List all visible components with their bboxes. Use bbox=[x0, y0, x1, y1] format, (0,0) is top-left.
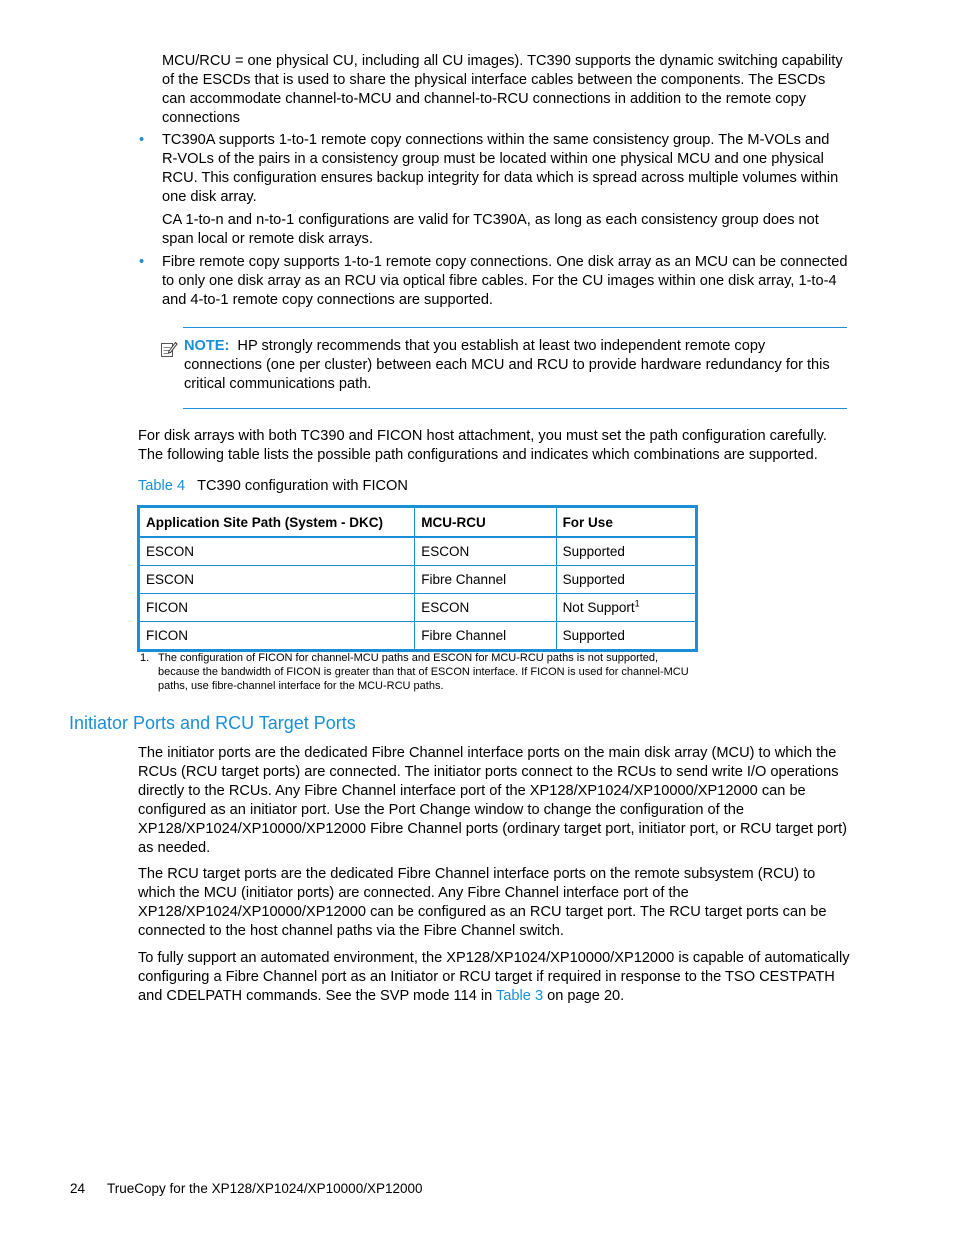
table-row bbox=[139, 566, 697, 594]
note-bottom-rule bbox=[183, 408, 847, 409]
footnote-text: The configuration of FICON for channel-MCU paths and ESCON for MCU-RCU paths is not supported, because the bandwidth of FICON is greater than that of ESCON interface. If FICON is used for channel-MCU paths, use fibre-channel interface for the MCU-RCU paths. bbox=[158, 652, 689, 692]
table-caption-title: TC390 configuration with FICON bbox=[197, 478, 408, 494]
paragraph-rcu-target: The RCU target ports are the dedicated Fibre Channel interface ports on the remote subsystem (RCU) to which the MCU (initiator ports) are connected. Any Fibre Channel interface port of the XP128/XP1024/XP10000/XP12000 can be configured as an RCU target port. The RCU target ports can be connected to the host channel paths via the Fibre Channel switch. bbox=[138, 866, 827, 939]
table-row bbox=[139, 537, 697, 566]
table-row bbox=[139, 622, 697, 651]
table-row bbox=[139, 594, 697, 622]
table-header-row bbox=[139, 507, 697, 538]
cell-mcu-rcu: Fibre Channel bbox=[415, 622, 556, 651]
cell-use-text: Not Support bbox=[562, 600, 635, 615]
note-label: NOTE: bbox=[184, 338, 230, 354]
page-number: 24 bbox=[70, 1181, 86, 1196]
table-footnote bbox=[140, 651, 690, 693]
header-for-use: For Use bbox=[556, 507, 696, 538]
cell-mcu-rcu: ESCON bbox=[415, 537, 556, 566]
footer-title: TrueCopy for the XP128/XP1024/XP10000/XP12000 bbox=[107, 1181, 423, 1196]
footnote-ref: 1 bbox=[634, 598, 640, 609]
header-path: Application Site Path (System - DKC) bbox=[139, 507, 415, 538]
note-pencil-icon bbox=[160, 340, 178, 358]
bullet-tc390a: TC390A supports 1-to-1 remote copy connections within the same consistency group. The M-VOLs and R-VOLs of the pairs in a consistency group must be located within one physical MCU and one physical RCU. This configuration ensures backup integrity for data which is spread across multiple volumes within one disk array. bbox=[162, 132, 839, 205]
bullet-fibre: Fibre remote copy supports 1-to-1 remote copy connections. One disk array as an MCU can be connected to only one disk array as an RCU via optical fibre cables. For the CU images within one disk array, 1-to-4 and 4-to-1 remote copy connections are supported. bbox=[162, 254, 848, 308]
cell-path: ESCON bbox=[139, 566, 415, 594]
paragraph-disk-arrays: For disk arrays with both TC390 and FICON host attachment, you must set the path configuration carefully. The following table lists the possible path configurations and indicates which combinations are supported. bbox=[138, 428, 827, 463]
paragraph-mcu-rcu: MCU/RCU = one physical CU, including all CU images). TC390 supports the dynamic switching capability of the ESCDs that is used to share the physical interface cables between the components. The ESCDs can accommodate channel-to-MCU and channel-to-RCU connections in addition to the remote copy connections bbox=[162, 53, 843, 126]
paragraph-automated bbox=[138, 949, 850, 1006]
cell-path: FICON bbox=[139, 594, 415, 622]
note-text: HP strongly recommends that you establish at least two independent remote copy connections (one per cluster) between each MCU and RCU to provide hardware redundancy for this critical communications path. bbox=[184, 338, 830, 392]
automated-text-end: on page 20. bbox=[543, 987, 625, 1004]
cell-path: ESCON bbox=[139, 537, 415, 566]
cell-use: Supported bbox=[556, 622, 696, 651]
page-footer bbox=[70, 1180, 423, 1198]
header-mcu-rcu: MCU-RCU bbox=[415, 507, 556, 538]
table-caption-label: Table 4 bbox=[138, 478, 186, 494]
note-body bbox=[184, 337, 844, 394]
paragraph-ca-config: CA 1-to-n and n-to-1 configurations are valid for TC390A, as long as each consistency group does not span local or remote disk arrays. bbox=[162, 212, 819, 247]
ficon-config-table bbox=[137, 505, 698, 652]
cell-use: Supported bbox=[556, 566, 696, 594]
cell-use: Supported bbox=[556, 537, 696, 566]
paragraph-initiator: The initiator ports are the dedicated Fibre Channel interface ports on the main disk array (MCU) to which the RCUs (RCU target ports) are connected. The initiator ports connect to the RCUs to send write I/O operations directly to the RCUs. Any Fibre Channel interface port of the XP128/XP1024/XP10000/XP12000 can be configured as an initiator port. Use the Port Change window to change the configuration of the XP128/XP1024/XP10000/XP12000 Fibre Channel ports (ordinary target port, initiator port, or RCU target port) as needed. bbox=[138, 745, 847, 856]
note-top-rule bbox=[183, 327, 847, 328]
table-caption bbox=[138, 477, 408, 496]
footnote-number: 1. bbox=[140, 652, 150, 664]
table-3-link[interactable]: Table 3 bbox=[496, 987, 544, 1004]
cell-mcu-rcu: ESCON bbox=[415, 594, 556, 622]
section-heading: Initiator Ports and RCU Target Ports bbox=[69, 713, 356, 733]
bullet-marker: • bbox=[139, 254, 145, 270]
cell-use bbox=[556, 594, 696, 622]
bullet-marker: • bbox=[139, 132, 145, 148]
automated-text: To fully support an automated environment, the XP128/XP1024/XP10000/XP12000 is capable of automatically configuring a Fibre Channel port as an Initiator or RCU target if required in response to the TSO CESTPATH and CDELPATH commands. See the SVP mode 114 in bbox=[138, 950, 850, 1004]
cell-path: FICON bbox=[139, 622, 415, 651]
cell-mcu-rcu: Fibre Channel bbox=[415, 566, 556, 594]
